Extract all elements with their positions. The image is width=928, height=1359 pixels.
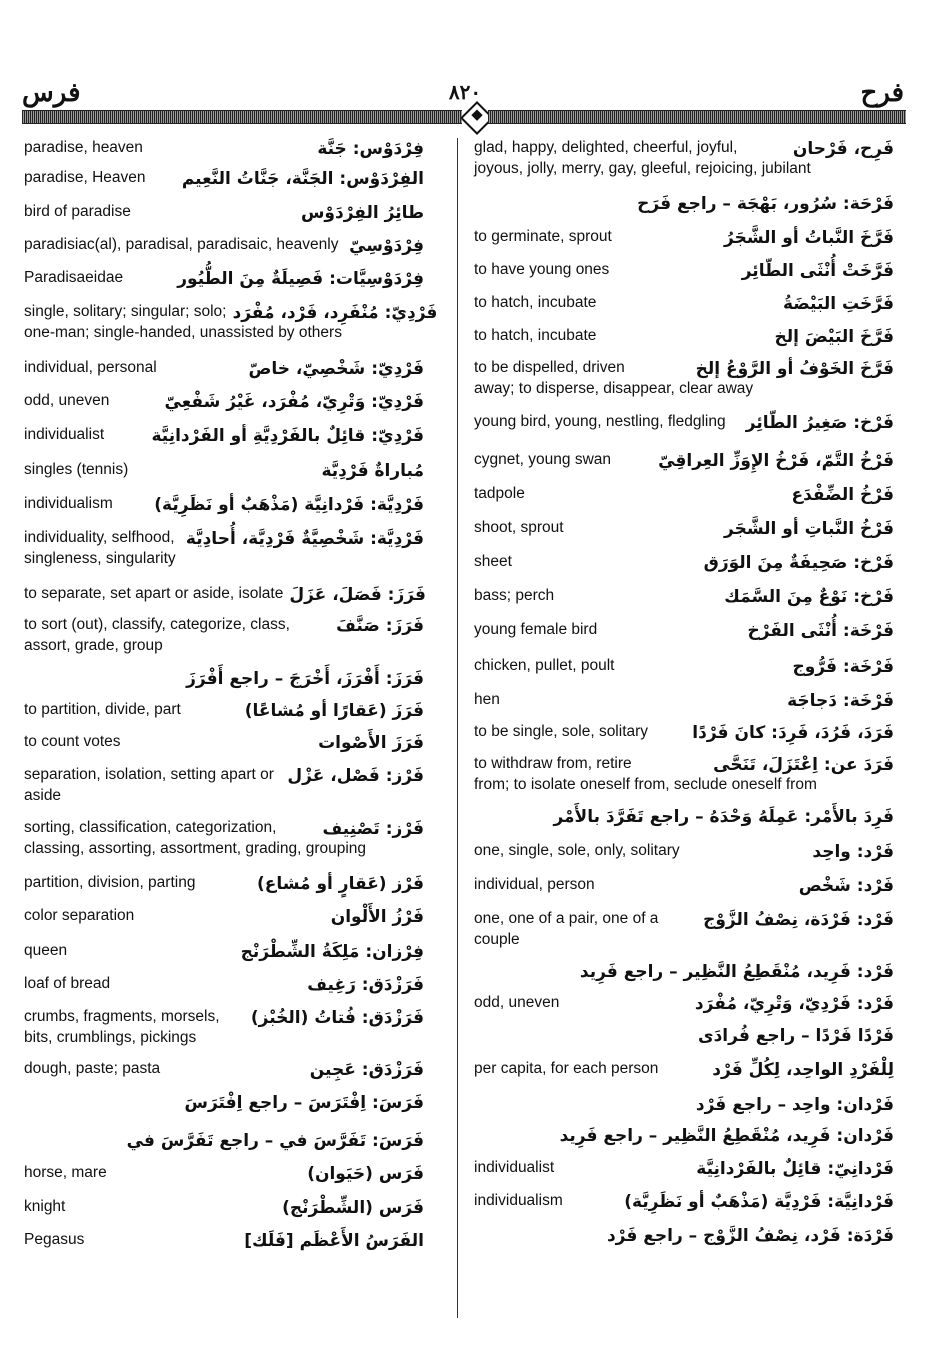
dictionary-entry xyxy=(474,721,894,745)
entry-line xyxy=(24,817,424,841)
dictionary-entry xyxy=(24,667,424,691)
dictionary-entry xyxy=(474,805,894,829)
entry-english: queen xyxy=(24,942,68,959)
entry-arabic: فَرْدِيّ: مُنْفَرِد، فَرْد، مُفْرَد xyxy=(232,303,438,323)
dictionary-entry xyxy=(474,1157,894,1181)
entry-english: cygnet, young swan xyxy=(474,451,612,468)
entry-english: paradise, heaven xyxy=(24,139,143,156)
entry-english: hen xyxy=(474,691,500,708)
dictionary-entry xyxy=(24,201,424,225)
entry-line xyxy=(24,1091,424,1115)
entry-arabic: فَرْدًا فَرْدًا – راجع فُرادَى xyxy=(697,1026,894,1046)
dictionary-entry xyxy=(24,493,424,517)
entry-line xyxy=(24,973,424,997)
entry-line xyxy=(24,667,424,691)
header-rule-left xyxy=(22,110,462,124)
entry-english-continuation: couple xyxy=(474,931,520,948)
dictionary-entry xyxy=(24,357,424,381)
entry-line xyxy=(24,731,424,755)
dictionary-entry xyxy=(24,1162,424,1186)
entry-arabic: فَرْدِيّ: شَخْصِيّ، خاصّ xyxy=(248,359,424,379)
entry-arabic: فَرِدَ بالأَمْر: عَمِلَهُ وَحْدَهُ – راجع تَفَرَّدَ بالأَمْر xyxy=(553,807,894,827)
entry-arabic: فَرْحَة: سُرُور، بَهْجَة – راجع فَرَح xyxy=(637,194,894,214)
entry-english: bass; perch xyxy=(474,587,555,604)
entry-line xyxy=(24,940,424,964)
entry-english-continuation: aside xyxy=(24,787,62,804)
dictionary-entry xyxy=(24,527,424,569)
dictionary-entry xyxy=(24,1091,424,1115)
entry-arabic: فَرْز: فَصْل، عَزْل xyxy=(287,766,424,786)
entry-line xyxy=(474,960,894,984)
dictionary-entry xyxy=(474,137,894,179)
entry-english: paradisiac(al), paradisal, paradisaic, heavenly xyxy=(24,236,339,253)
entry-arabic: فَرْد: شَخْص xyxy=(798,876,894,896)
entry-arabic: فَرَّخَتِ البَيْضَةُ xyxy=(782,294,894,314)
entry-line xyxy=(24,583,424,607)
header-guide-word-left: فرس xyxy=(22,78,81,108)
dictionary-entry xyxy=(474,192,894,216)
entry-line xyxy=(24,459,424,483)
entry-line xyxy=(474,325,894,349)
dictionary-entry xyxy=(474,325,894,349)
dictionary-entry xyxy=(24,459,424,483)
entry-english: paradise, Heaven xyxy=(24,169,146,186)
entry-line xyxy=(24,234,424,258)
entry-english: loaf of bread xyxy=(24,975,111,992)
entry-arabic: طائِرُ الفِرْدَوْس xyxy=(300,203,424,223)
page-number: ٨٢٠ xyxy=(448,80,482,104)
entry-arabic: مُباراةٌ فَرْدِيَّة xyxy=(321,461,424,481)
entry-line xyxy=(24,1129,424,1153)
entry-line xyxy=(24,301,438,325)
entry-english: odd, uneven xyxy=(24,392,110,409)
dictionary-entry xyxy=(474,292,894,316)
entry-arabic: فَرَّخَ الخَوْفُ أو الرَّوْعُ إلخ xyxy=(695,359,894,379)
entry-english: to separate, set apart or aside, isolate xyxy=(24,585,284,602)
dictionary-entry xyxy=(24,817,424,859)
entry-line xyxy=(474,483,894,507)
header-rule-right xyxy=(488,110,906,124)
entry-arabic: فَرْدانِيّ: قائِلٌ بالفَرْدانِيَّة xyxy=(696,1159,894,1179)
entry-english: to count votes xyxy=(24,733,121,750)
dictionary-entry xyxy=(24,940,424,964)
entry-line xyxy=(24,357,424,381)
dictionary-entry xyxy=(474,1093,894,1117)
entry-english: to partition, divide, part xyxy=(24,701,181,718)
dictionary-entry xyxy=(24,872,424,896)
entry-arabic: فِرْدَوْسِيَّات: فَصِيلَةٌ مِنَ الطُّيُور xyxy=(177,269,424,289)
entry-line xyxy=(24,614,424,638)
entry-arabic: الفِرْدَوْس: الجَنَّة، جَنَّاتُ النَّعِيم xyxy=(181,169,424,189)
dictionary-entry xyxy=(474,689,894,713)
entry-line xyxy=(24,527,424,551)
entry-line xyxy=(474,585,894,609)
entry-line xyxy=(474,1093,894,1117)
entry-line xyxy=(474,992,894,1016)
dictionary-entry xyxy=(24,764,424,806)
entry-english: one, one of a pair, one of a xyxy=(474,910,659,927)
dictionary-entry xyxy=(24,1129,424,1153)
dictionary-entry xyxy=(24,1229,424,1253)
entry-line xyxy=(474,655,894,679)
entry-arabic: فَرْخَة: أُنْثَى الفَرْخ xyxy=(747,621,894,641)
entry-line xyxy=(24,1006,424,1030)
entry-arabic: فِرْزان: مَلِكَةُ الشِّطْرَنْج xyxy=(240,942,424,962)
entry-english: Pegasus xyxy=(24,1231,85,1248)
entry-english: dough, paste; pasta xyxy=(24,1060,161,1077)
entry-line xyxy=(474,721,894,745)
entry-arabic: فَرْخَة: دَجاجَة xyxy=(787,691,894,711)
entry-english: glad, happy, delighted, cheerful, joyful, xyxy=(474,139,738,156)
entry-english: to withdraw from, retire xyxy=(474,755,632,772)
entry-english: individualist xyxy=(474,1159,555,1176)
entry-english: chicken, pullet, poult xyxy=(474,657,615,674)
entry-line xyxy=(474,908,894,932)
entry-english: Paradisaeidae xyxy=(24,269,124,286)
dictionary-entry xyxy=(474,1190,894,1214)
entry-english-continuation: singleness, singularity xyxy=(24,550,176,567)
dictionary-entry xyxy=(24,1058,424,1082)
dictionary-entry xyxy=(474,357,894,399)
entry-english: to have young ones xyxy=(474,261,610,278)
dictionary-entry xyxy=(474,619,894,643)
entry-line xyxy=(24,699,424,723)
entry-line xyxy=(24,1196,424,1220)
dictionary-entry xyxy=(24,614,424,656)
entry-line xyxy=(474,192,894,216)
dictionary-entry xyxy=(474,840,894,864)
entry-arabic: فَرْخُ الضِّفْدَع xyxy=(791,485,894,505)
entry-arabic: فَرْخ: صَحِيفَةٌ مِنَ الوَرَق xyxy=(703,553,894,573)
entry-line xyxy=(474,1024,894,1048)
entry-english-continuation: from; to isolate oneself from, seclude oneself from xyxy=(474,776,817,793)
entry-line xyxy=(24,390,424,414)
dictionary-entry xyxy=(24,390,424,414)
dictionary-entry xyxy=(474,960,894,984)
entry-line xyxy=(24,872,424,896)
entry-line xyxy=(474,411,894,435)
entry-line xyxy=(24,167,424,191)
dictionary-entry xyxy=(474,1024,894,1048)
entry-english-continuation: joyous, jolly, merry, gay, gleeful, rejoicing, jubilant xyxy=(474,160,811,177)
dictionary-entry xyxy=(24,167,424,191)
dictionary-entry xyxy=(24,905,424,929)
entry-line xyxy=(474,449,894,473)
entry-english: shoot, sprout xyxy=(474,519,564,536)
dictionary-entry xyxy=(24,267,424,291)
entry-arabic: فَرَدَ، فَرُدَ، فَرِدَ: كانَ فَرْدًا xyxy=(692,723,894,743)
entry-line xyxy=(474,805,894,829)
entry-arabic: لِلْفَرْدِ الواحِد، لِكُلِّ فَرْد xyxy=(712,1060,894,1080)
entry-line xyxy=(474,357,894,381)
entry-arabic: فَرْدِيَّة: شَخْصِيَّةٌ فَرْدِيَّة، أُحادِيَّة xyxy=(185,529,424,549)
entry-line xyxy=(24,1162,424,1186)
entry-english-continuation: bits, crumblings, pickings xyxy=(24,1029,197,1046)
dictionary-entry xyxy=(474,1224,894,1248)
entry-english: odd, uneven xyxy=(474,994,560,1011)
entry-arabic: فَرْد: واحِد xyxy=(812,842,894,862)
dictionary-entry xyxy=(474,992,894,1016)
entry-arabic: فَرْز (عَقارٍ أو مُشاع) xyxy=(256,874,424,894)
entry-arabic: فَرَّخَتْ أُنْثَى الطّائِر xyxy=(741,261,894,281)
entry-english: to be single, sole, solitary xyxy=(474,723,649,740)
entry-arabic: فَرْدان: فَرِيد، مُنْقَطِعُ النَّظِير – راجع فَرِيد xyxy=(559,1126,894,1146)
entry-arabic: فَرْخ: صَغِيرُ الطّائِر xyxy=(745,413,894,433)
entry-arabic: الفَرَسُ الأَعْظَم [فَلَك] xyxy=(244,1231,424,1251)
dictionary-entry xyxy=(24,731,424,755)
entry-english: knight xyxy=(24,1198,66,1215)
entry-arabic: فَرَدَ عن: اِعْتَزَلَ، تَنَحَّى xyxy=(713,755,894,775)
entry-english: individual, personal xyxy=(24,359,157,376)
entry-arabic: فَرَزَ: أَفْرَزَ، أَخْرَجَ – راجع أَفْرَزَ xyxy=(186,669,424,689)
entry-arabic: فِرْدَوْس: جَنَّة xyxy=(317,139,424,159)
entry-english: individualist xyxy=(24,426,105,443)
entry-line xyxy=(474,1190,894,1214)
entry-arabic: فَرَزَ الأَصْوات xyxy=(318,733,424,753)
dictionary-entry xyxy=(474,411,894,435)
entry-line xyxy=(474,753,894,777)
entry-arabic: فَرْدانِيَّة: فَرْدِيَّة (مَذْهَبٌ أو نَظَرِيَّة) xyxy=(624,1192,894,1212)
entry-english: tadpole xyxy=(474,485,525,502)
entry-arabic: فَرَزْدَق: فُتاتُ (الخُبْز) xyxy=(250,1008,424,1028)
entry-english: horse, mare xyxy=(24,1164,107,1181)
entry-arabic: فَرَس (الشِّطْرَنْج) xyxy=(282,1198,424,1218)
entry-line xyxy=(474,259,894,283)
entry-english: to be dispelled, driven xyxy=(474,359,625,376)
entry-english: young bird, young, nestling, fledgling xyxy=(474,413,726,430)
entry-line xyxy=(474,1058,894,1082)
dictionary-entry xyxy=(474,1058,894,1082)
dictionary-entry xyxy=(474,517,894,541)
dictionary-entry xyxy=(24,424,424,448)
entry-line xyxy=(24,201,424,225)
entry-line xyxy=(474,1124,894,1148)
entry-english-continuation: away; to disperse, disappear, clear away xyxy=(474,380,754,397)
entry-arabic: فَرِح، فَرْحان xyxy=(792,139,894,159)
dictionary-entry xyxy=(474,226,894,250)
entry-english: individualism xyxy=(24,495,113,512)
entry-arabic: فَرَسَ: تَفَرَّسَ في – راجع تَفَرَّسَ في xyxy=(126,1131,424,1151)
entry-english: one, single, sole, only, solitary xyxy=(474,842,680,859)
entry-english: individuality, selfhood, xyxy=(24,529,175,546)
entry-line xyxy=(24,137,424,161)
entry-english: partition, division, parting xyxy=(24,874,196,891)
entry-line xyxy=(474,226,894,250)
dictionary-entry xyxy=(474,449,894,473)
entry-arabic: فَرَزَ (عَقارًا أو مُشاعًا) xyxy=(244,701,424,721)
entry-line xyxy=(24,424,424,448)
entry-arabic: فَرْدِيَّة: فَرْدانِيَّة (مَذْهَبٌ أو نَظَرِيَّة) xyxy=(154,495,424,515)
entry-arabic: فَرْز: تَصْنِيف xyxy=(322,819,424,839)
entry-english: individual, person xyxy=(474,876,595,893)
entry-english: bird of paradise xyxy=(24,203,131,220)
entry-line xyxy=(474,1224,894,1248)
entry-line xyxy=(24,764,424,788)
dictionary-entry xyxy=(24,301,438,343)
entry-arabic: فَرَس (حَيَوان) xyxy=(307,1164,424,1184)
entry-english: to germinate, sprout xyxy=(474,228,612,245)
dictionary-entry xyxy=(474,1124,894,1148)
entry-english-continuation: one-man; single-handed, unassisted by others xyxy=(24,324,342,341)
entry-line xyxy=(474,517,894,541)
entry-english: to hatch, incubate xyxy=(474,327,597,344)
dictionary-entry xyxy=(24,699,424,723)
entry-english: young female bird xyxy=(474,621,598,638)
entry-arabic: فَرَزْدَق: عَجِين xyxy=(309,1060,424,1080)
entry-arabic: فَرَزَ: فَصَلَ، عَزَلَ xyxy=(289,585,426,605)
dictionary-entry xyxy=(474,874,894,898)
entry-line xyxy=(24,493,424,517)
entry-arabic: فَرْخُ التَّمّ، فَرْخُ الإِوَزِّ العِراقِيّ xyxy=(658,451,894,471)
dictionary-entry xyxy=(24,1006,424,1048)
entry-english-continuation: classing, assorting, assortment, grading, grouping xyxy=(24,840,367,857)
entry-line xyxy=(474,292,894,316)
dictionary-entry xyxy=(24,137,424,161)
entry-line xyxy=(474,1157,894,1181)
dictionary-entry xyxy=(474,551,894,575)
entry-line xyxy=(24,267,424,291)
dictionary-entry xyxy=(24,583,424,607)
entry-line xyxy=(24,905,424,929)
entry-arabic: فَرْدِيّ: قائِلٌ بالفَرْدِيَّةِ أو الفَرْدانِيَّة xyxy=(151,426,424,446)
entry-arabic: فَرْد: فَرْدَة، نِصْفُ الزَّوْج xyxy=(703,910,894,930)
entry-line xyxy=(474,840,894,864)
entry-arabic: فَرْخ: نَوْعٌ مِنَ السَّمَك xyxy=(724,587,894,607)
entry-arabic: فَرَسَ: اِفْتَرَسَ – راجع اِفْتَرَسَ xyxy=(184,1093,424,1113)
entry-arabic: فَرْخُ النَّباتِ أو الشَّجَر xyxy=(724,519,894,539)
entry-arabic: فِرْدَوْسِيّ xyxy=(349,236,424,256)
dictionary-entry xyxy=(474,908,894,950)
entry-english: crumbs, fragments, morsels, xyxy=(24,1008,220,1025)
header-guide-word-right: فرح xyxy=(860,78,904,108)
entry-line xyxy=(474,874,894,898)
entry-arabic: فَرْد: فَرْدِيّ، وَتْرِيّ، مُفْرَد xyxy=(694,994,894,1014)
entry-arabic: فَرَّخَ البَيْضَ إلخ xyxy=(774,327,894,347)
dictionary-entry xyxy=(474,753,894,795)
entry-arabic: فَرَّخَ النَّباتُ أو الشَّجَرُ xyxy=(724,228,894,248)
entry-english: color separation xyxy=(24,907,135,924)
entry-arabic: فَرْدِيّ: وَتْرِيّ، مُفْرَد، غَيْرُ شَفْعِيّ xyxy=(164,392,424,412)
entry-english: singles (tennis) xyxy=(24,461,129,478)
entry-english: single, solitary; singular; solo; xyxy=(24,303,227,320)
entry-english: sorting, classification, categorization, xyxy=(24,819,277,836)
dictionary-entry xyxy=(474,259,894,283)
entry-line xyxy=(474,551,894,575)
dictionary-entry xyxy=(24,1196,424,1220)
entry-line xyxy=(474,137,894,161)
entry-english: per capita, for each person xyxy=(474,1060,659,1077)
entry-english: sheet xyxy=(474,553,512,570)
entry-arabic: فَرْدان: واحِد – راجع فَرْد xyxy=(695,1095,894,1115)
entry-arabic: فَرْخَة: فَرُّوج xyxy=(792,657,894,677)
dictionary-entry xyxy=(24,973,424,997)
column-divider xyxy=(457,138,458,1318)
entry-english: to sort (out), classify, categorize, class, xyxy=(24,616,290,633)
entry-english-continuation: assort, grade, group xyxy=(24,637,163,654)
entry-line xyxy=(474,689,894,713)
dictionary-entry xyxy=(24,234,424,258)
entry-arabic: فَرْزُ الأَلْوان xyxy=(330,907,424,927)
entry-line xyxy=(474,619,894,643)
entry-arabic: فَرْد: فَرِيد، مُنْقَطِعُ النَّظِير – راجع فَرِيد xyxy=(579,962,894,982)
dictionary-entry xyxy=(474,483,894,507)
entry-line xyxy=(24,1229,424,1253)
dictionary-entry xyxy=(474,655,894,679)
dictionary-entry xyxy=(474,585,894,609)
entry-line xyxy=(24,1058,424,1082)
entry-arabic: فَرَزْدَق: رَغِيف xyxy=(307,975,424,995)
entry-arabic: فَرَزَ: صَنَّفَ xyxy=(336,616,424,636)
entry-english: separation, isolation, setting apart or xyxy=(24,766,274,783)
entry-english: to hatch, incubate xyxy=(474,294,597,311)
entry-arabic: فَرْدَة: فَرْد، نِصْفُ الزَّوْج – راجع فَرْد xyxy=(606,1226,894,1246)
entry-english: individualism xyxy=(474,1192,563,1209)
